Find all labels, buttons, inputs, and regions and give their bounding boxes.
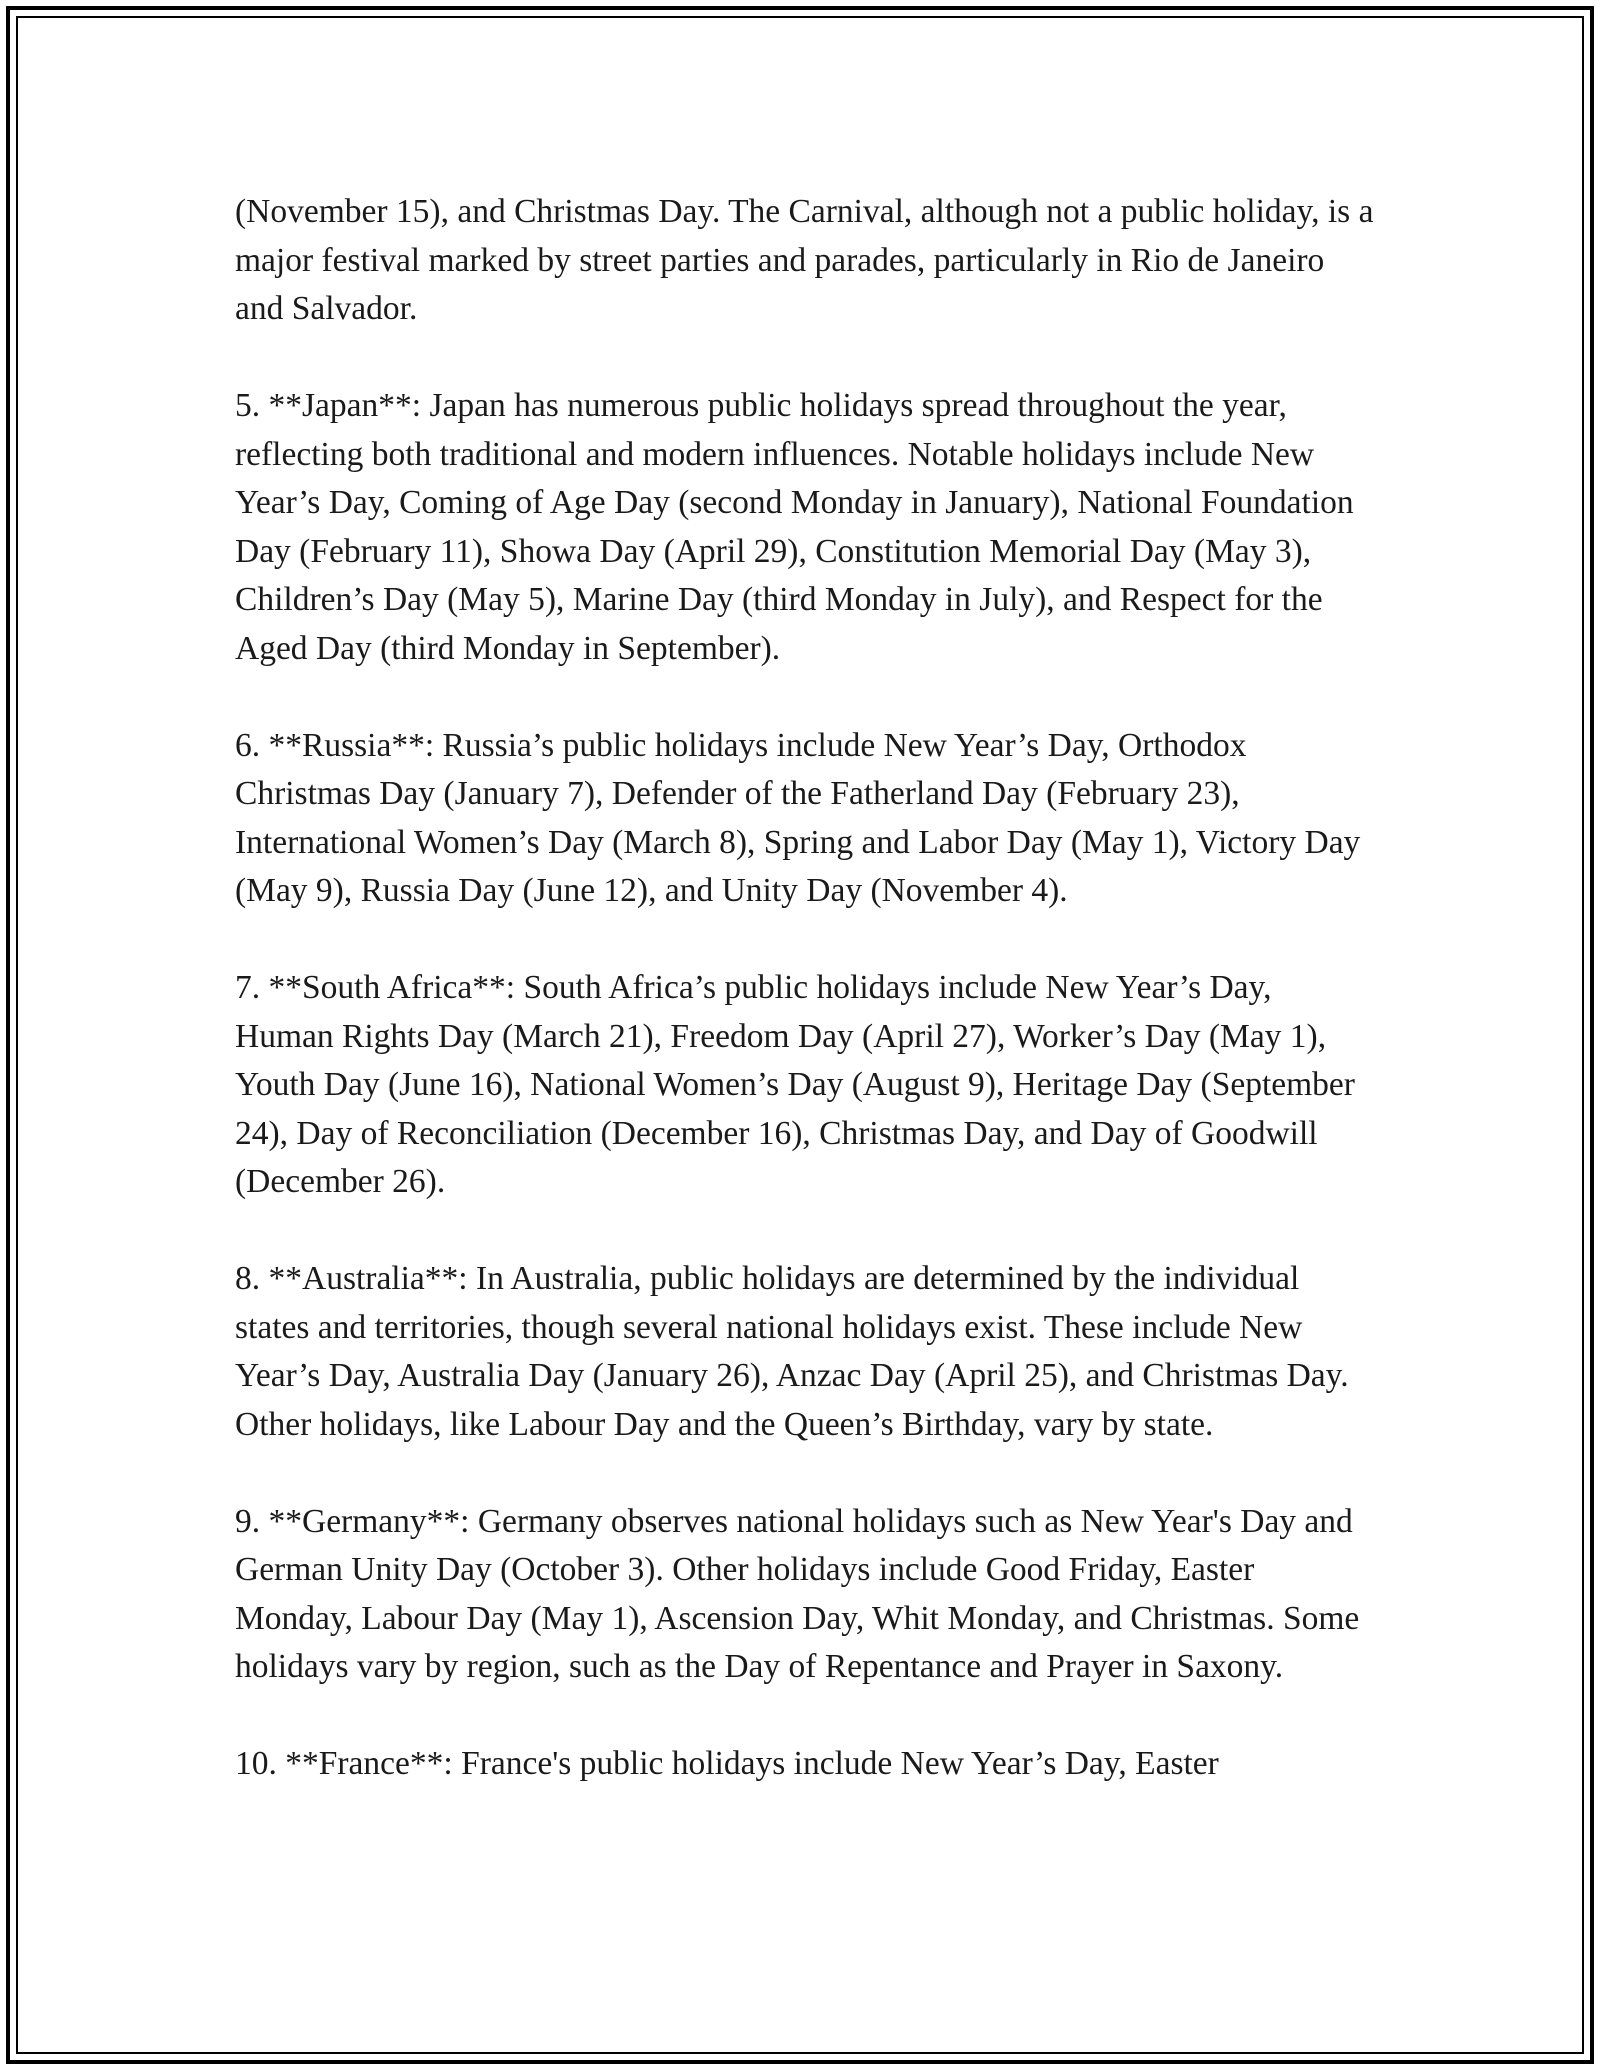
paragraph-germany: 9. **Germany**: Germany observes national holidays such as New Year's Day and German Unity Day (October 3). Other holidays include Good Friday, Easter Monday, Labour Day (May 1), Ascension Day, Whit Monday, and Christmas. Some holidays vary by region, such as the Day of Repentance and Prayer in Saxony. [235,1502,1360,1685]
paragraph-japan: 5. **Japan**: Japan has numerous public holidays spread throughout the year, reflecting both traditional and modern influences. Notable holidays include New Year’s Day, Coming of Age Day (second Monday in January), National Foundation Day (February 11), Showa Day (April 29), Constitution Memorial Day (May 3), Children’s Day (May 5), Marine Day (third Monday in July), and Respect for the Aged Day (third Monday in September). [235,387,1354,667]
paragraph-australia: 8. **Australia**: In Australia, public holidays are determined by the individual states and territories, though several national holidays exist. These include New Year’s Day, Australia Day (January 26), Anzac Day (April 25), and Christmas Day. Other holidays, like Labour Day and the Queen’s Birthday, vary by state. [235,1260,1349,1443]
paragraph-russia: 6. **Russia**: Russia’s public holidays include New Year’s Day, Orthodox Christmas Day (January 7), Defender of the Fatherland Day (February 23), International Women’s Day (March 8), Spring and Labor Day (May 1), Victory Day (May 9), Russia Day (June 12), and Unity Day (November 4). [235,726,1361,909]
paragraph-france: 10. **France**: France's public holidays include New Year’s Day, Easter [235,1745,1219,1782]
paragraph-south-africa: 7. **South Africa**: South Africa’s public holidays include New Year’s Day, Human Rights Day (March 21), Freedom Day (April 27), Worker’s Day (May 1), Youth Day (June 16), National Women’s Day (August 9), Heritage Day (September 24), Day of Reconciliation (December 16), Christmas Day, and Day of Goodwill (December 26). [235,969,1355,1200]
paragraph-brazil-continued: (November 15), and Christmas Day. The Carnival, although not a public holiday, is a major festival marked by street parties and parades, particularly in Rio de Janeiro and Salvador. [235,193,1374,327]
document-body [235,188,1375,1789]
